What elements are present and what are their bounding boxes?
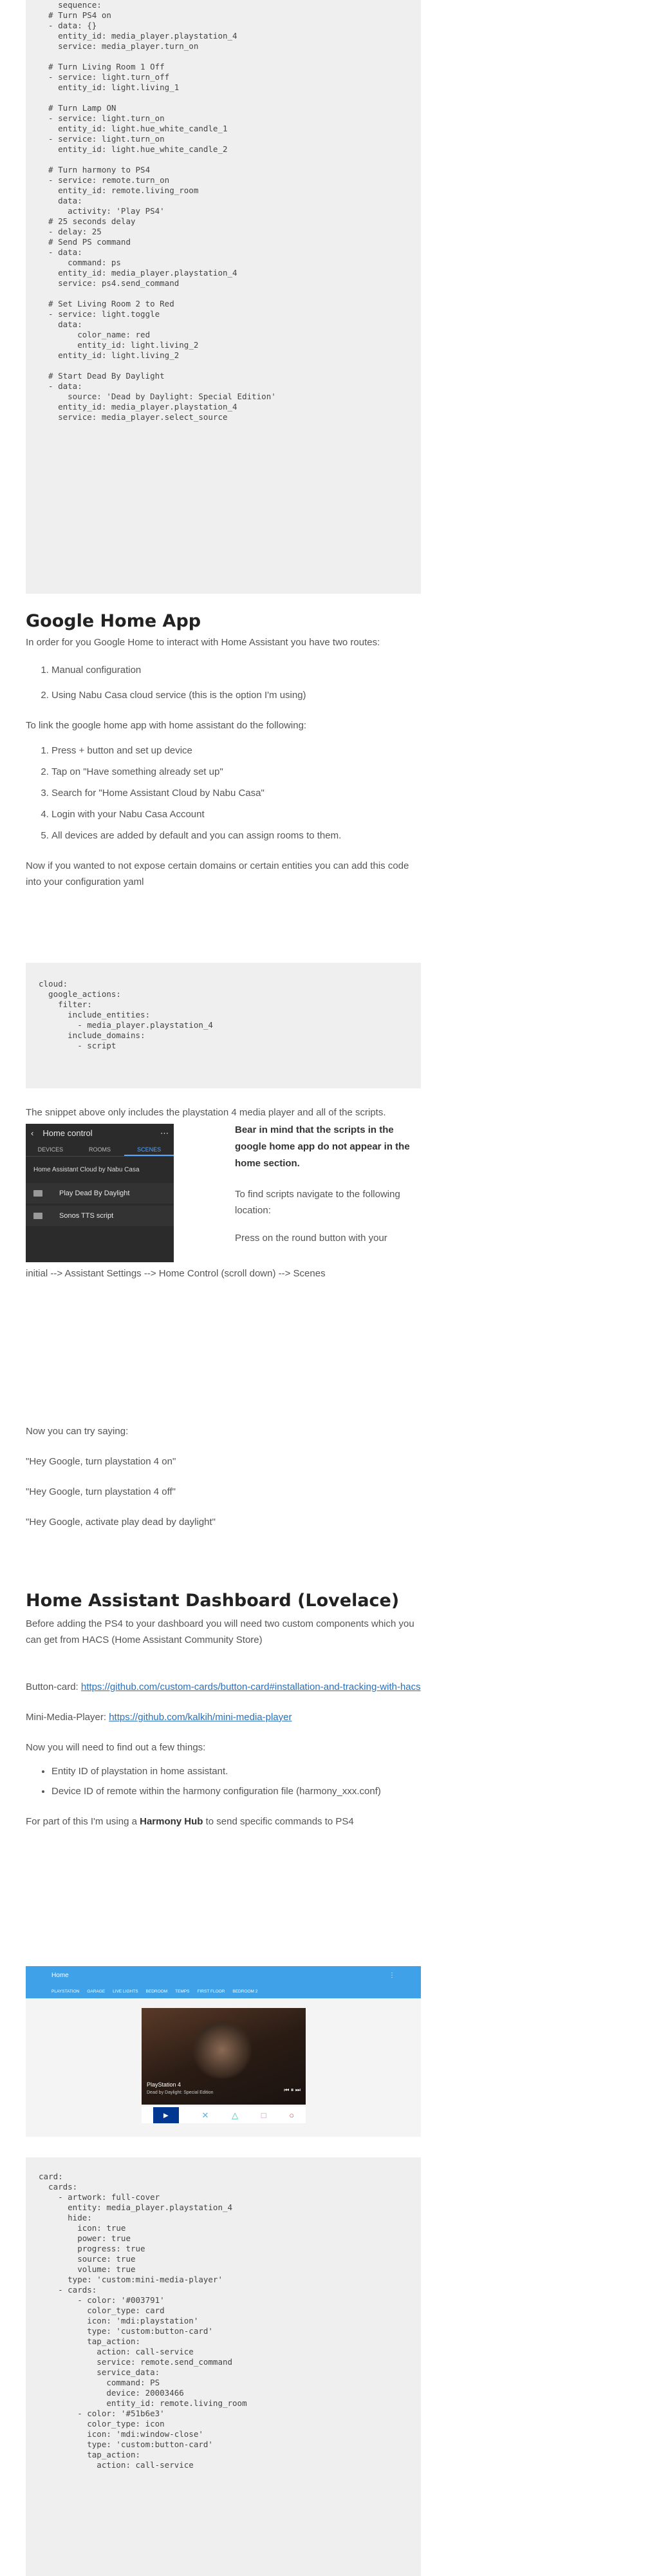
triangle-icon[interactable]: △ [232, 2110, 239, 2120]
folder-icon [33, 1190, 42, 1197]
more-icon: ⋯ [160, 1128, 169, 1138]
phrase: "Hey Google, activate play dead by daylight" [26, 1517, 216, 1528]
tab: TEMPS [175, 1989, 190, 1994]
phone-title: Home control [42, 1128, 93, 1138]
snippet-text: The snippet above only includes the playstation 4 media player and all of the scripts. [26, 1107, 386, 1118]
list-item: 1. Press + button and set up device [51, 743, 421, 759]
folder-icon [33, 1213, 42, 1219]
code-block-card [26, 2157, 421, 2576]
tab: FIRST FLOOR [197, 1989, 225, 1994]
list-item: • Entity ID of playstation in home assistant. [51, 1763, 421, 1779]
section-heading: Google Home App [26, 611, 201, 631]
media-player-card [142, 2008, 306, 2105]
more-icon: ⋮ [389, 1971, 395, 1979]
list-item [26, 1206, 174, 1226]
tab: GARAGE [87, 1989, 106, 1994]
list-item: 4. Login with your Nabu Casa Account [51, 806, 421, 822]
artwork [190, 2021, 254, 2079]
requirements-list [26, 1763, 421, 1799]
harmony-text-post: to send specific commands to PS4 [203, 1816, 354, 1827]
list-item: 3. Search for "Home Assistant Cloud by Nabu Casa" [51, 785, 421, 801]
list-item: 5. All devices are added by default and you can assign rooms to them. [51, 828, 421, 844]
harmony-text-pre: For part of this I'm using a [26, 1816, 140, 1827]
card-subtitle: Dead by Daylight: Special Edition [147, 2090, 214, 2095]
playback-controls-icon: ⏮ ⏸ ⏭ [284, 2087, 301, 2093]
button-card-label: Button-card: [26, 1681, 81, 1692]
list-item: 2. Using Nabu Casa cloud service (this is the option I'm using) [51, 687, 421, 703]
path-text: initial --> Assistant Settings --> Home Control (scroll down) --> Scenes [26, 1268, 326, 1279]
phrase: "Hey Google, turn playstation 4 off" [26, 1486, 176, 1497]
button-row [142, 2107, 306, 2123]
tab: BEDROOM [145, 1989, 168, 1994]
list-item-label: Play Dead By Daylight [59, 1189, 130, 1197]
tab-rooms: ROOMS [89, 1146, 111, 1153]
phone-section-title: Home Assistant Cloud by Nabu Casa [33, 1166, 140, 1173]
tab: BEDROOM 2 [232, 1989, 258, 1994]
harmony-text [26, 1814, 421, 1830]
card-title: PlayStation 4 [147, 2081, 181, 2088]
routes-list [26, 662, 421, 703]
code-block-cloud [26, 963, 421, 1088]
button-card-link[interactable]: https://github.com/custom-cards/button-card#installation-and-tracking-with-hacs [80, 1681, 421, 1692]
link-intro-text: To link the google home app with home assistant do the following: [26, 720, 307, 731]
lovelace-section [26, 1587, 421, 1830]
expose-text: Now if you wanted to not expose certain domains or certain entities you can add this code into your configuration yaml [26, 860, 409, 887]
scripts-note [235, 1122, 428, 1246]
list-item: 2. Tap on "Have something already set up" [51, 764, 421, 780]
google-home-screenshot [26, 1124, 174, 1262]
code-block-script [26, 0, 421, 594]
list-item [26, 1183, 174, 1204]
tab-devices: DEVICES [37, 1146, 64, 1153]
button-card-line [26, 1679, 421, 1695]
find-out-text: Now you will need to find out a few things: [26, 1742, 206, 1753]
intro-text: In order for you Google Home to interact with Home Assistant you have two routes: [26, 637, 380, 648]
try-saying-section [26, 1423, 421, 1530]
close-icon[interactable]: ✕ [201, 2110, 209, 2120]
square-icon[interactable]: □ [261, 2110, 266, 2120]
mini-media-label: Mini-Media-Player: [26, 1712, 109, 1723]
code-text: sequence: # Turn PS4 on - data: {} entity_id: media_player.playstation_4 service: media_player.turn_on # Turn Living Room 1 Off - service: light.turn_off entity_id: light.living_1 # Turn Lamp ON - service: light.turn_on entity_id: light.hue_white_candle_1 - service: light.turn_on entity_id: light.hue_white_candle_2 # Turn harmony to PS4 - service: remote.turn_on entity_id: remote.living_room data: activity: 'Play PS4' # 25 seconds delay - delay: 25 # Send PS command - data: command: ps entity_id: media_player.playstation_4 service: ps4.send_command # Set Living Room 2 to Red - service: light.toggle data: color_name: red entity_id: light.living_2 entity_id: light.living_2 # Start Dead By Daylight - data: source: 'Dead by Daylight: Special Edition' entity_id: media_player.playstation_4 service: media_player.select_source [48, 0, 276, 422]
intro-text: Before adding the PS4 to your dashboard you will need two custom components which you can get from HACS (Home Assistant Community Store) [26, 1618, 414, 1645]
list-item-label: Sonos TTS script [59, 1211, 114, 1220]
list-item: • Device ID of remote within the harmony configuration file (harmony_xxx.conf) [51, 1783, 421, 1799]
dashboard-header [26, 1966, 421, 1984]
circle-icon[interactable]: ○ [289, 2110, 295, 2120]
dashboard-title: Home [51, 1971, 69, 1979]
mini-media-link[interactable]: https://github.com/kalkih/mini-media-player [109, 1712, 292, 1723]
back-arrow-icon: ‹ [31, 1128, 34, 1138]
phone-header [26, 1124, 174, 1142]
list-item: 1. Manual configuration [51, 662, 421, 678]
phone-tabs [26, 1142, 174, 1157]
harmony-bold: Harmony Hub [140, 1816, 203, 1827]
code-text: cloud: google_actions: filter: include_entities: - media_player.playstation_4 include_domains: - script [39, 979, 213, 1050]
section-heading: Home Assistant Dashboard (Lovelace) [26, 1591, 400, 1611]
tab-scenes: SCENES [124, 1142, 174, 1156]
playstation-icon[interactable]: ► [153, 2107, 179, 2123]
dashboard-tabs [26, 1984, 421, 1998]
mini-media-line [26, 1709, 421, 1725]
tab: PLAYSTATION [51, 1989, 80, 1994]
google-home-section [26, 609, 421, 890]
try-saying-text: Now you can try saying: [26, 1426, 129, 1437]
dashboard-screenshot [26, 1966, 421, 2137]
bear-in-mind-text: Bear in mind that the scripts in the google home app do not appear in the home section. [235, 1124, 410, 1169]
press-round-text: Press on the round button with your [235, 1233, 387, 1244]
code-text: card: cards: - artwork: full-cover entity: media_player.playstation_4 hide: icon: true power: true progress: true source: true volume: true type: 'custom:mini-media-player' - cards: - color: '#003791' color_type: card icon: 'mdi:playstation' type: 'custom:button-card' tap_action: action: call-service service: remote.send_command service_data: command: PS device: 20003466 entity_id: remote.living_room - color: '#51b6e3' color_type: icon icon: 'mdi:window-close' type: 'custom:button-card' tap_action: action: call-service [39, 2172, 247, 2470]
tab: LIVE LIGHTS [113, 1989, 138, 1994]
find-scripts-text: To find scripts navigate to the following location: [235, 1189, 400, 1216]
phrase: "Hey Google, turn playstation 4 on" [26, 1456, 176, 1467]
steps-list [26, 743, 421, 844]
